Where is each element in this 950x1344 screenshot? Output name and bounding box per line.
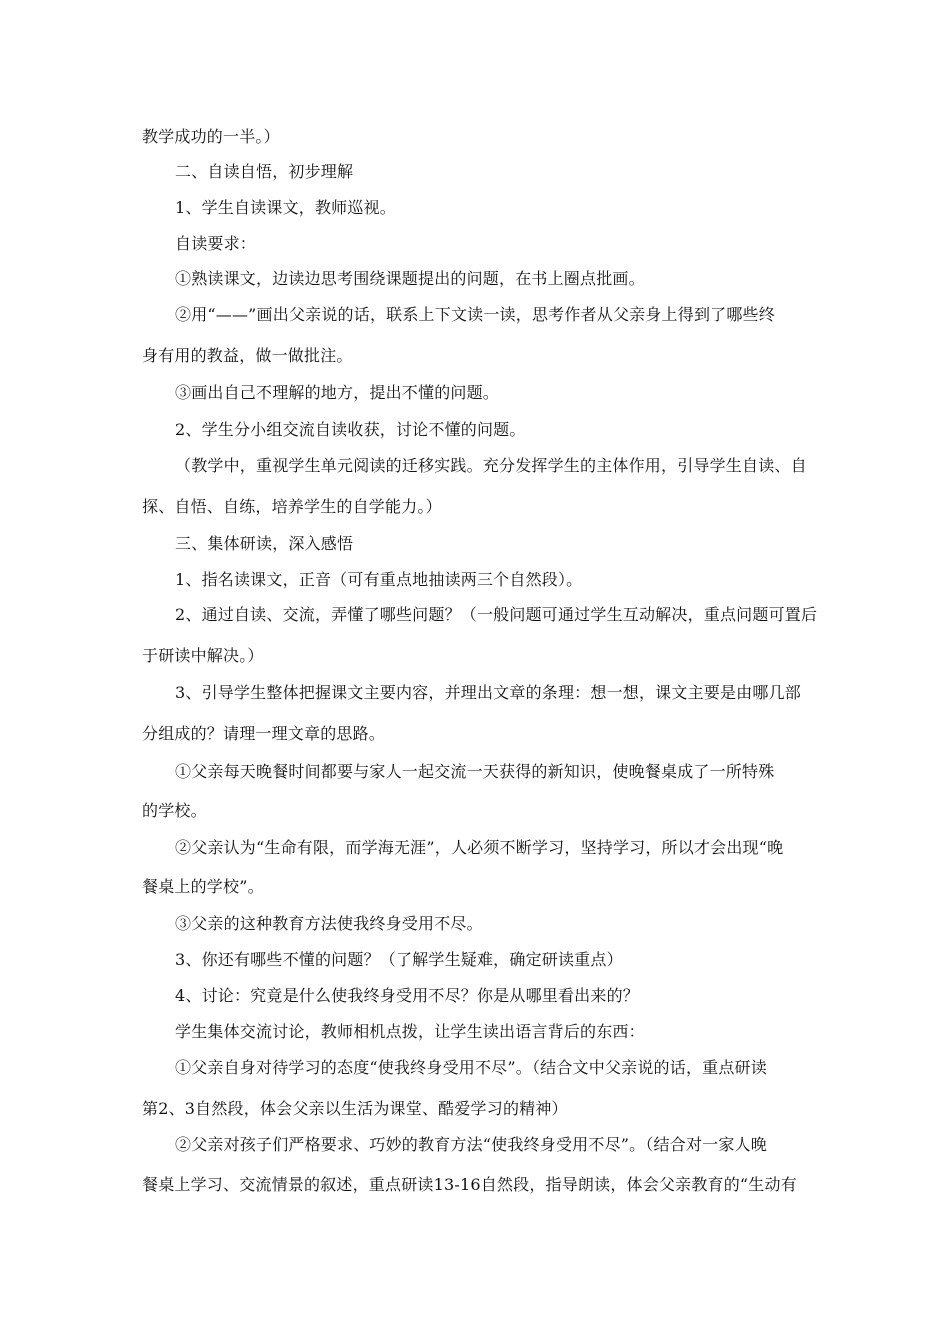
text-line: 于研读中解决。） — [142, 646, 264, 665]
text-line: ③父亲的这种教育方法使我终身受用不尽。 — [175, 914, 483, 933]
text-line: 4、讨论：究竟是什么使我终身受用不尽？你是从哪里看出来的？ — [175, 986, 639, 1005]
text-line: 2、学生分小组交流自读收获，讨论不懂的问题。 — [175, 420, 526, 439]
section-heading: 三、集体研读，深入感悟 — [175, 534, 354, 553]
text-line: 餐桌上的学校”。 — [142, 877, 264, 896]
text-line: ②父亲对孩子们严格要求、巧妙的教育方法“使我终身受用不尽”。（结合对一家人晚 — [175, 1135, 767, 1154]
text-line: （教学中，重视学生单元阅读的迁移实践。充分发挥学生的主体作用，引导学生自读、自 — [175, 456, 807, 475]
text-line: ②用“——”画出父亲说的话，联系上下文读一读，思考作者从父亲身上得到了哪些终 — [175, 305, 775, 324]
text-line: ①父亲自身对待学习的态度“使我终身受用不尽”。（结合文中父亲说的话，重点研读 — [175, 1058, 767, 1077]
text-line: ①父亲每天晚餐时间都要与家人一起交流一天获得的新知识，使晚餐桌成了一所特殊 — [175, 762, 775, 781]
text-line: 学生集体交流讨论，教师相机点拨，让学生读出语言背后的东西： — [175, 1022, 645, 1041]
text-line: 1、学生自读课文，教师巡视。 — [175, 198, 396, 217]
text-line: ②父亲认为“生命有限，而学海无涯”，人必须不断学习，坚持学习，所以才会出现“晚 — [175, 838, 784, 857]
text-line: ③画出自己不理解的地方，提出不懂的问题。 — [175, 383, 500, 402]
text-line: 3、你还有哪些不懂的问题？（了解学生疑难，确定研读重点） — [175, 950, 623, 969]
text-line: 的学校。 — [142, 801, 207, 820]
text-line: 教学成功的一半。） — [142, 127, 280, 146]
text-line: 第2、3自然段，体会父亲以生活为课堂、酷爱学习的精神） — [142, 1099, 568, 1118]
text-line: 餐桌上学习、交流情景的叙述，重点研读13-16自然段，指导朗读，体会父亲教育的“生动有 — [142, 1175, 797, 1194]
text-line: 3、引导学生整体把握课文主要内容，并理出文章的条理：想一想，课文主要是由哪几部 — [175, 683, 801, 702]
text-line: 2、通过自读、交流，弄懂了哪些问题？（一般问题可通过学生互动解决，重点问题可置后 — [175, 605, 818, 624]
text-line: 自读要求： — [175, 234, 257, 253]
section-heading: 二、自读自悟，初步理解 — [175, 162, 354, 181]
text-line: 分组成的？请理一理文章的思路。 — [142, 724, 386, 743]
text-line: ①熟读课文，边读边思考围绕课题提出的问题，在书上圈点批画。 — [175, 269, 645, 288]
text-line: 身有用的教益，做一做批注。 — [142, 346, 353, 365]
text-line: 探、自悟、自练，培养学生的自学能力。） — [142, 497, 442, 516]
text-line: 1、指名读课文，正音（可有重点地抽读两三个自然段）。 — [175, 570, 583, 589]
